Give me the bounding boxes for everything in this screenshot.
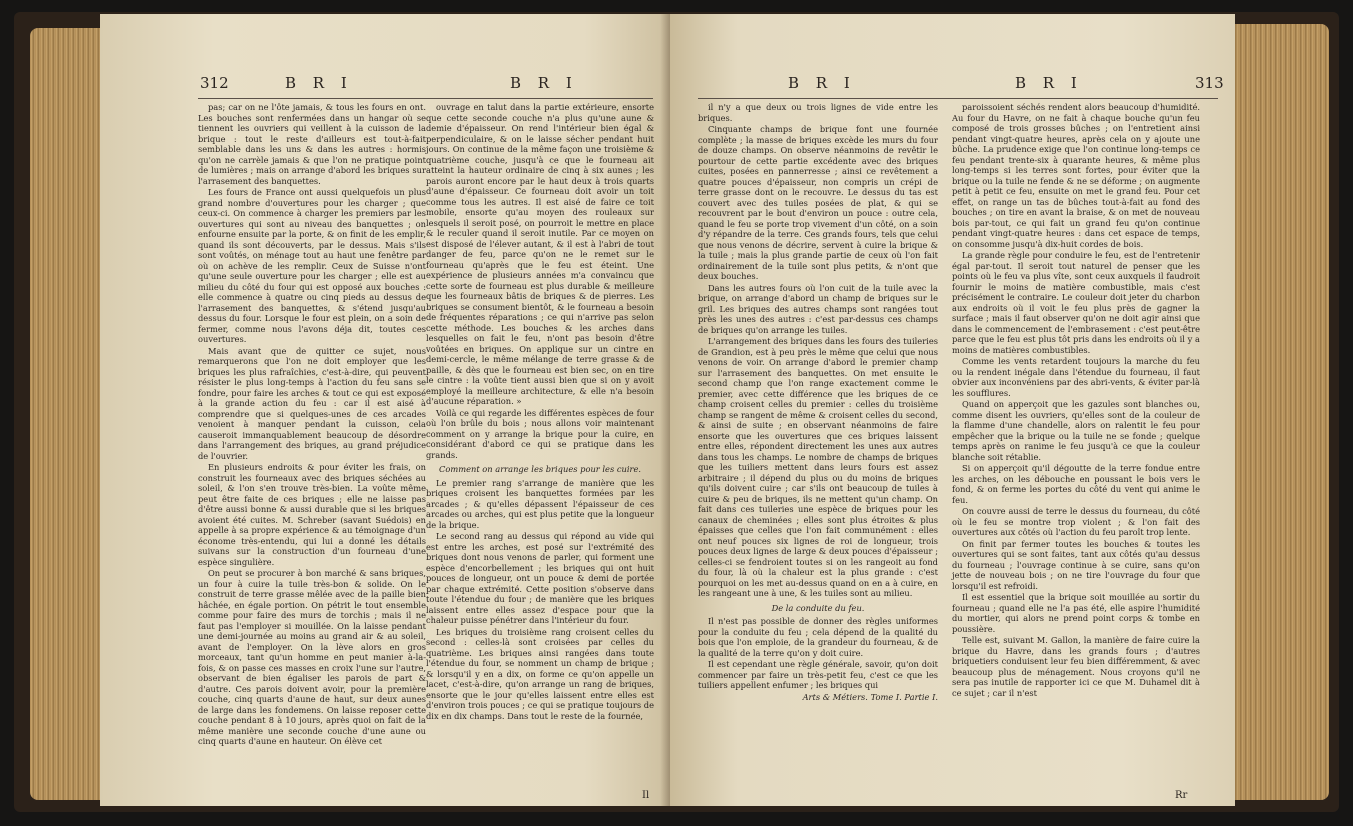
left-column-2 xyxy=(426,102,654,722)
paragraph: Le second rang au dessus qui répond au vide qui est entre les arches, est posé sur l'extrémité des briques dont nous venons de parler, qui forment une espèce d'encorbellement ; les briques qui ont huit pouces de longueur, ont un pouce & demi de portée par chaque extrémité. Cette position s'observe dans toute l'étendue du four ; de manière que les briques laissent entre elles assez d'espace pour que la chaleur puisse pénétrer dans l'intérieur du four. xyxy=(426,531,654,625)
paragraph: On peut se procurer à bon marché & sans briques, un four à cuire la tuile très-bon & solide. On le construit de terre grasse mêlée avec de la paille bien hâchée, en égale portion. On pétrit le tout ensemble comme pour faire des murs de torchis ; mais il ne faut pas l'employer si mouillée. On la laisse pendant une demi-journée au moins au grand air & au soleil, avant de l'employer. On la lève alors en gros morceaux, tant qu'un homme en peut manier à-la-fois, & on passe ces masses en croix l'une sur l'autre, observant de bien égaliser les parois de part & d'autre. Ces parois doivent avoir, pour la première couche, cinq quarts d'aune de haut, sur deux aunes de large dans les fondemens. On laisse reposer cette couche pendant 8 à 10 jours, après quoi on fait de la même manière une seconde couche d'une aune ou cinq quarts d'aune en hauteur. On élève cet xyxy=(198,568,426,746)
paragraph: paroissoient séchés rendent alors beaucoup d'humidité. Au four du Havre, on ne fait à chaque bouche qu'un feu composé de trois grosses bûches ; on l'entretient ainsi pendant vingt-quatre heures, après cela on y ajoute une bûche. La prudence exige que l'on continue long-temps ce feu pendant trente-six à quarante heures, & même plus long-temps si les terres sont fortes, pour éviter que la brique ou la tuile ne fende & ne se déforme ; on augmente petit à petit ce feu, ensuite on met le grand feu. Pour cet effet, on range un tas de bûches tout-à-fait au fond des bouches ; on tire en avant la braise, & on met de nouveau bois par-tout, ce qui fait un grand feu qu'on continue pendant vingt-quatre heures : dans cet espace de temps, on consomme jusqu'à dix-huit cordes de bois. xyxy=(952,102,1200,249)
paragraph: Le premier rang s'arrange de manière que les briques croisent les banquettes formées par les arcades ; & qu'elles dépassent l'épaisseur de ces arcades ou arches, qui est plus petite que la longueur de la brique. xyxy=(426,477,654,530)
paragraph: Il n'est pas possible de donner des règles uniformes pour la conduite du feu ; cela dépend de la qualité du bois que l'on emploie, de la grandeur du fourneau, & de la qualité de la terre qu'on y doit cuire. xyxy=(698,616,938,658)
page-number: 312 xyxy=(200,74,229,92)
paragraph: En plusieurs endroits & pour éviter les frais, on construit les fourneaux avec des briques séchées au soleil, & l'on s'en trouve très-bien. La voûte même peut être faite de ces briques ; elle ne laisse pas d'être aussi bonne & aussi durable que si les briques avoient été cuites. M. Schreber (savant Suédois) en appelle à sa propre expérience & au témoignage d'un économe très-entendu, qui lui a donné les détails suivans sur la construction d'un fourneau d'une espèce singulière. xyxy=(198,462,426,567)
paragraph: Les fours de France ont aussi quelquefois un plus grand nombre d'ouvertures pour les charger ; que ceux-ci. On commence à charger les premiers par les ouvertures qui sont au niveau des banquettes ; on enfourne ensuite par la porte, & on finit de les emplir, quand ils sont découverts, par le dessus. Mais s'ils sont voûtés, on ménage tout au haut une fenêtre par où on achève de les remplir. Ceux de Suisse n'ont qu'une seule ouverture pour les charger ; elle est au milieu du côté du four qui est opposé aux bouches : elle commence à quatre ou cinq pieds au dessus de l'arrasement des banquettes, & s'étend jusqu'au dessus du four. Lorsque le four est plein, on a soin de fermer, comme nous l'avons déja dit, toutes ces ouvertures. xyxy=(198,187,426,344)
header-rule xyxy=(198,98,653,99)
paragraph: il n'y a que deux ou trois lignes de vide entre les briques. xyxy=(698,102,938,123)
running-head: B R I xyxy=(788,74,856,92)
paragraph: Voilà ce qui regarde les différentes espèces de four où l'on brûle du bois ; nous allons voir maintenant comment on y arrange la brique pour la cuire, en considérant d'abord ce qui se pratique dans les grands. xyxy=(426,407,654,460)
running-head: B R I xyxy=(285,74,353,92)
right-page xyxy=(670,14,1235,806)
header-rule xyxy=(698,98,1218,99)
page-edges-right xyxy=(1229,24,1329,800)
paragraph: Les briques du troisième rang croisent celles du second : celles-là sont croisées par celles du quatrième. Les briques ainsi rangées dans toute l'étendue du four, se nomment un champ de brique ; & lorsqu'il y en a dix, on forme ce qu'on appelle un lacet, c'est-à-dire, qu'on arrange un rang de briques, ensorte que le jour qu'elles laissent entre elles est d'environ trois pouces ; ce qui se pratique toujours de dix en dix champs. Dans tout le reste de la fournée, xyxy=(426,626,654,721)
page-number: 313 xyxy=(1195,74,1224,92)
paragraph: On couvre aussi de terre le dessus du fourneau, du côté où le feu se montre trop violent ; & l'on fait des ouvertures aux côtés où l'action du feu paroît trop lente. xyxy=(952,506,1200,537)
page-signature: Rr xyxy=(1175,790,1188,801)
paragraph: Quand on apperçoit que les gazules sont blanches ou, comme disent les ouvriers, qu'elles sont de la couleur de la flamme d'une chandelle, alors on ralentit le feu pour empêcher que la brique ou la tuile ne se fonde ; quelque temps après on ranime le feu jusqu'à ce que la couleur blanche soit rétablie. xyxy=(952,399,1200,462)
paragraph: L'arrangement des briques dans les fours des tuileries de Grandion, est à peu près le même que celui que nous venons de voir. On arrange d'abord le premier champ sur l'arrasement des banquettes. On met ensuite le second champ que l'on range exactement comme le premier, avec cette différence que les briques de ce champ croisent celles du premier : celles du troisième champ se rangent de même & croisent celles du second, & ainsi de suite ; en observant néanmoins de faire ensorte que les ouvertures que ces briques laissent entre elles, répondent directement les unes aux autres dans tous les champs. Le nombre de champs de briques que les tuiliers mettent dans leurs fours est assez arbitraire ; il dépend du plus ou du moins de briques qu'ils doivent cuire ; car s'ils ont beaucoup de tuiles à cuire & peu de briques, ils ne mettent qu'un champ. On fait dans ces tuileries une espèce de briques pour les canaux de cheminées ; elles sont plus étroites & plus épaisses que celles que l'on fait communément : elles ont neuf pouces six lignes de roi de longueur, trois pouces deux lignes de large & deux pouces d'épaisseur ; celles-ci se fendroient toutes si on les rangeoit au fond du four, là où la chaleur est la plus grande : c'est pourquoi on les met au-dessus quand on en a à cuire, en les rangeant une à une, & les tuiles sont au milieu. xyxy=(698,336,938,598)
paragraph: Si on apperçoit qu'il dégoutte de la terre fondue entre les arches, on les débouche en poussant le bois vers le fond, & on ferme les portes du côté du vent qui anime le feu. xyxy=(952,463,1200,505)
paragraph: Il est essentiel que la brique soit mouillée au sortir du fourneau ; quand elle ne l'a pas été, elle aspire l'humidité du mortier, qui alors ne prend point corps & tombe en poussière. xyxy=(952,592,1200,634)
running-head: B R I xyxy=(1015,74,1083,92)
paragraph: Dans les autres fours où l'on cuit de la tuile avec la brique, on arrange d'abord un champ de briques sur le gril. Les briques des autres champs sont rangées tout près les unes des autres : c'est par-dessus ces champs de briques qu'on arrange les tuiles. xyxy=(698,282,938,335)
paragraph: Telle est, suivant M. Gallon, la manière de faire cuire la brique du Havre, dans les grands fours ; d'autres briquetiers conduisent leur feu bien différemment, & avec beaucoup plus de ménagement. Nous croyons qu'il ne sera pas inutile de rapporter ici ce que M. Duhamel dit à ce sujet ; car il n'est xyxy=(952,635,1200,698)
paragraph: pas; car on ne l'ôte jamais, & tous les fours en ont. Les bouches sont renfermées dans un hangar où se tiennent les ouvriers qui veillent à la cuisson de la brique : tout le reste d'ailleurs est tout-à-fait semblable dans les uns & dans les autres : hormis qu'on ne carrèle jamais & que l'on ne pratique point de lumières ; mais on arrange d'abord les briques sur l'arrasement des banquettes. xyxy=(198,102,426,186)
right-page-header xyxy=(670,74,1235,96)
section-heading: De la conduite du feu. xyxy=(771,602,865,613)
paragraph: Mais avant que de quitter ce sujet, nous remarquerons que l'on ne doit employer que les briques les plus rafraîchies, c'est-à-dire, qui peuvent résister le plus long-temps à l'action du feu sans se fondre, pour faire les arches & tout ce qui est exposé à la grande action du feu : car il est aisé à comprendre que si quelques-unes de ces arcades venoient à manquer pendant la cuisson, cela causeroit immanquablement beaucoup de désordre dans l'arrangement des briques, au grand préjudice de l'ouvrier. xyxy=(198,345,426,461)
paragraph: Cinquante champs de brique font une fournée complète ; la masse de briques excède les murs du four de douze champs. On observe néanmoins de revêtir le pourtour de cette partie excédente avec des briques cuites, posées en pannerresse ; ainsi ce revêtement a quatre pouces d'épaisseur, non compris un crépi de terre grasse dont on le recouvre. Le dessus du tas est couvert avec des tuiles posées de plat, & qui se recouvrent par le bout d'environ un pouce : outre cela, quand le feu se porte trop vivement d'un côté, on a soin d'y répandre de la terre. Ces grands fours, tels que celui que nous venons de décrire, servent à cuire la brique & la tuile ; mais la plus grande partie de ceux où l'on fait ordinairement de la tuile sont plus petits, & n'ont que deux bouches. xyxy=(698,124,938,281)
right-column-2 xyxy=(952,102,1200,699)
page-signature: Il xyxy=(642,790,650,801)
left-page xyxy=(100,14,670,806)
right-column-1 xyxy=(698,102,938,703)
paragraph: On finit par fermer toutes les bouches & toutes les ouvertures qui se sont faites, tant aux côtés qu'au dessus du fourneau ; l'ouvrage continue à se cuire, sans qu'on jette de nouveau bois ; on ne tire l'ouvrage du four que lorsqu'il est refroidi. xyxy=(952,538,1200,591)
left-page-header xyxy=(100,74,670,96)
volume-footer: Arts & Métiers. Tome I. Partie I. xyxy=(802,691,938,702)
paragraph: La grande règle pour conduire le feu, est de l'entretenir égal par-tout. Il seroit tout naturel de penser que les points où le feu va plus vîte, sont ceux auxquels il faudroit fournir le moins de matière combustible, mais c'est précisément le contraire. Le couleur doit jeter du charbon aux endroits où il voit le feu plus près de gagner la surface ; mais il faut observer qu'on ne doit agir ainsi que dans le commencement de l'embrasement : c'est peut-être parce que le feu est plus tôt pris dans les endroits où il y a moins de matières combustibles. xyxy=(952,250,1200,355)
paragraph: Il est cependant une règle générale, savoir, qu'on doit commencer par faire un très-petit feu, c'est ce que les tuiliers appellent enfumer ; les briques qui xyxy=(698,659,938,690)
paragraph: ouvrage en talut dans la partie extérieure, ensorte que cette seconde couche n'a plus qu'une aune & demie d'épaisseur. On rend l'intérieur bien égal & perpendiculaire, & on le laisse sécher pendant huit jours. On continue de la même façon une troisième & quatrième couche, jusqu'à ce que le fourneau ait atteint la hauteur ordinaire de cinq à six aunes ; les parois auront encore par le haut deux à trois quarts d'aune d'épaisseur. Ce fourneau doit avoir un toit comme tous les autres. Il est aisé de faire ce toit mobile, ensorte qu'au moyen des rouleaux sur lesquels il seroit posé, on pourroit le mettre en place & le reculer quand il seroit inutile. Par ce moyen on est disposé de l'élever autant, & il est à l'abri de tout danger de feu, parce qu'on ne le remet sur le fourneau qu'après que le feu est éteint. Une expérience de plusieurs années m'a convaincu que cette sorte de fourneau est plus durable & meilleure que les fourneaux bâtis de briques & de pierres. Les briques se consument bientôt, & le fourneau a besoin de fréquentes réparations ; ce qui n'arrive pas selon cette méthode. Les bouches & les arches dans lesquelles on fait le feu, n'ont pas besoin d'être voûtées en briques. On applique sur un cintre en demi-cercle, le même mélange de terre grasse & de paille, & dès que le fourneau est bien sec, on en tire le cintre : la voûte tient aussi bien que si on y avoit employé la meilleure architecture, & elle n'a besoin d'aucune réparation. » xyxy=(426,102,654,406)
running-head: B R I xyxy=(510,74,578,92)
section-heading: Comment on arrange les briques pour les cuire. xyxy=(438,464,642,474)
paragraph: Comme les vents retardent toujours la marche du feu ou la rendent inégale dans l'étendue du fourneau, il faut obvier aux inconvéniens par des abri-vents, & éviter par-là les soufflures. xyxy=(952,356,1200,398)
left-column-1 xyxy=(198,102,426,748)
